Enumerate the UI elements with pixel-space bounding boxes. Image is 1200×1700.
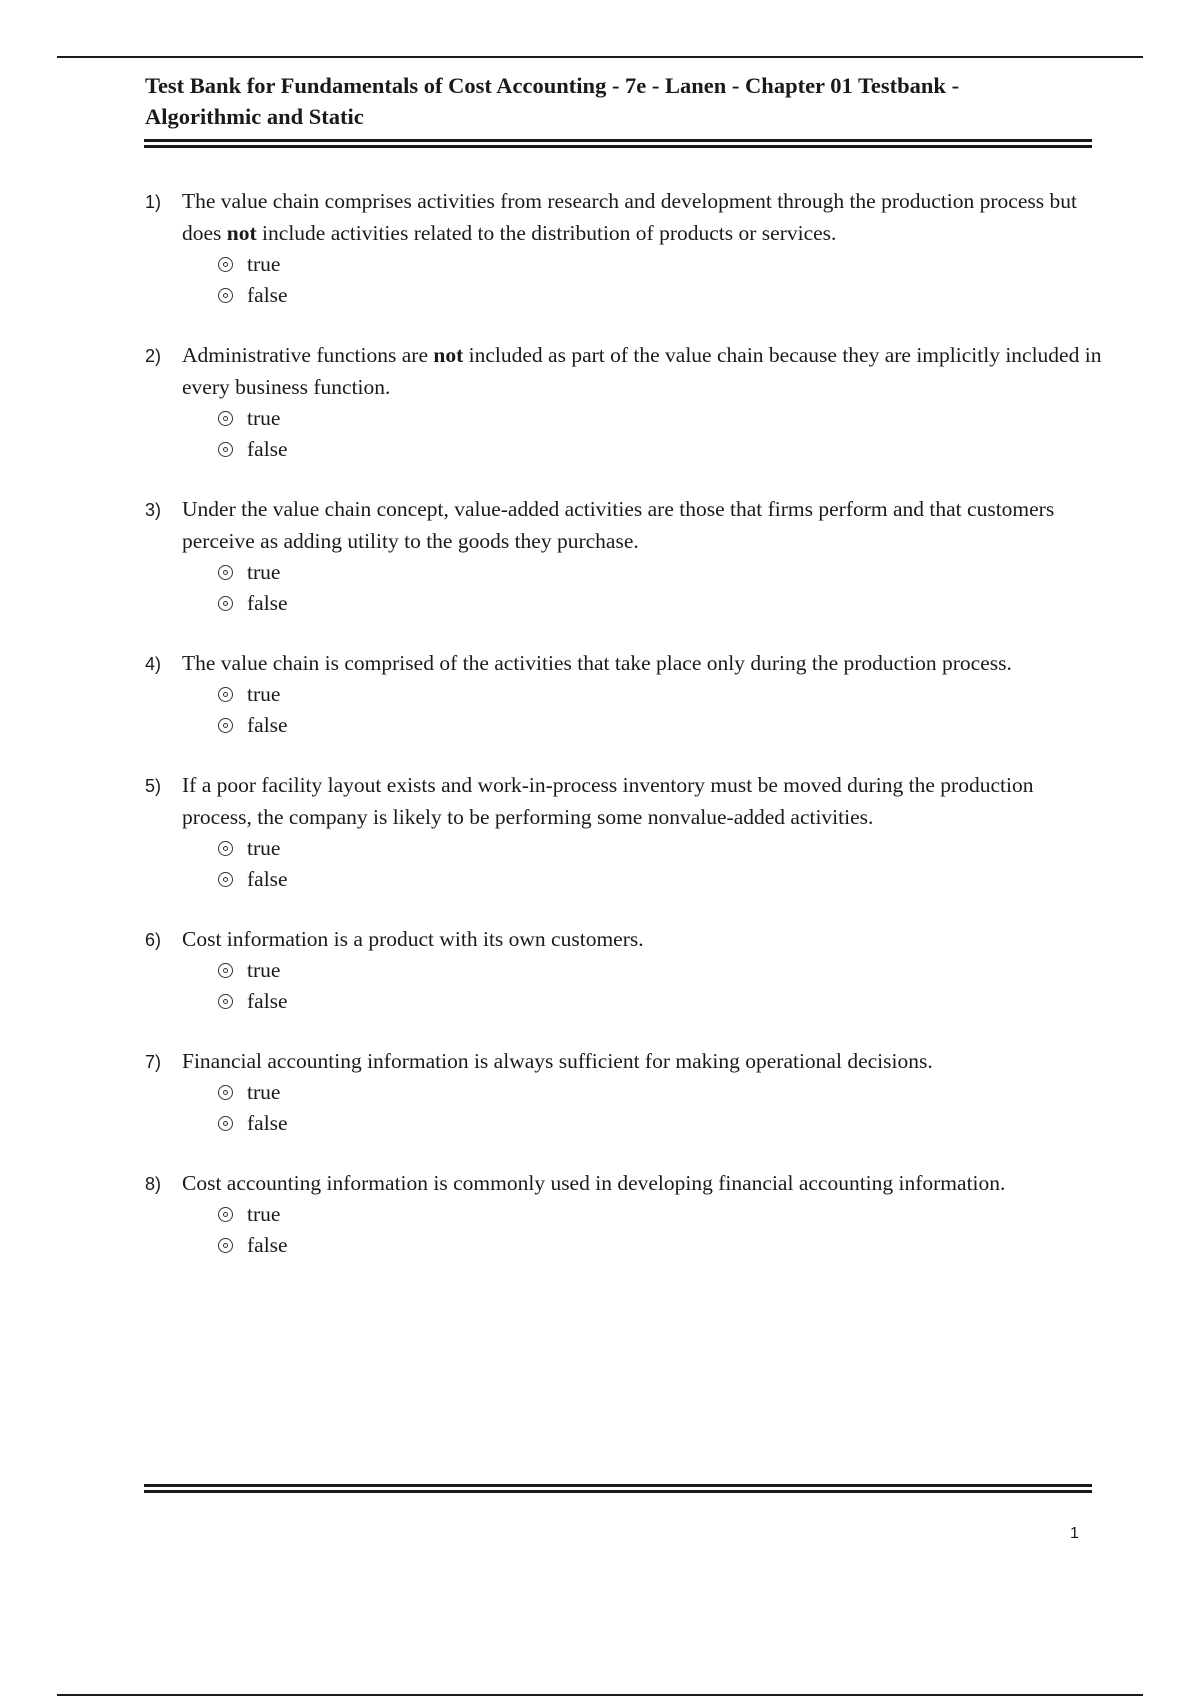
question-number: 5) [145, 776, 162, 796]
option-false[interactable] [218, 864, 1105, 895]
question-text: Cost accounting information is commonly used in developing financial accounting information. [182, 1171, 1006, 1195]
radio-icon[interactable] [218, 841, 233, 856]
option-label: false [247, 1111, 288, 1135]
question-text: If a poor facility layout exists and work-in-process inventory must be moved during the production process, the company is likely to be performing some nonvalue-added activities. [182, 773, 1034, 829]
answer-options [218, 679, 1105, 741]
option-label: false [247, 591, 288, 615]
answer-options [218, 1077, 1105, 1139]
question-number: 8) [145, 1174, 162, 1194]
question-number: 3) [145, 500, 162, 520]
answer-options [218, 833, 1105, 895]
question-3 [145, 493, 1105, 619]
question-2 [145, 339, 1105, 465]
question-text: Administrative functions are not included as part of the value chain because they are implicitly included in every business function. [182, 343, 1102, 399]
answer-options [218, 955, 1105, 1017]
option-label: false [247, 989, 288, 1013]
radio-icon[interactable] [218, 687, 233, 702]
answer-options [218, 249, 1105, 311]
option-label: true [247, 1202, 281, 1226]
question-text: Cost information is a product with its own customers. [182, 927, 644, 951]
question-text: Under the value chain concept, value-added activities are those that firms perform and that customers perceive as adding utility to the goods they purchase. [182, 497, 1055, 553]
page-top-rule [57, 56, 1143, 58]
radio-icon[interactable] [218, 411, 233, 426]
question-number: 7) [145, 1052, 162, 1072]
option-label: true [247, 406, 281, 430]
question-text: Financial accounting information is always sufficient for making operational decisions. [182, 1049, 933, 1073]
radio-icon[interactable] [218, 596, 233, 611]
option-label: false [247, 713, 288, 737]
option-label: false [247, 437, 288, 461]
radio-icon[interactable] [218, 1207, 233, 1222]
question-number: 2) [145, 346, 162, 366]
option-label: true [247, 1080, 281, 1104]
header-title-line-2: Algorithmic and Static [145, 104, 364, 129]
option-label: true [247, 252, 281, 276]
question-number: 1) [145, 192, 162, 212]
radio-icon[interactable] [218, 257, 233, 272]
option-true[interactable] [218, 557, 1105, 588]
header-title-line-1: Test Bank for Fundamentals of Cost Accounting - 7e - Lanen - Chapter 01 Testbank - [145, 73, 960, 98]
question-6 [145, 923, 1105, 1017]
option-false[interactable] [218, 588, 1105, 619]
option-label: false [247, 283, 288, 307]
question-4 [145, 647, 1105, 741]
radio-icon[interactable] [218, 872, 233, 887]
radio-icon[interactable] [218, 718, 233, 733]
option-label: true [247, 560, 281, 584]
option-label: false [247, 867, 288, 891]
question-8 [145, 1167, 1105, 1261]
radio-icon[interactable] [218, 565, 233, 580]
radio-icon[interactable] [218, 994, 233, 1009]
option-label: false [247, 1233, 288, 1257]
option-true[interactable] [218, 1077, 1105, 1108]
option-false[interactable] [218, 1230, 1105, 1261]
option-true[interactable] [218, 1199, 1105, 1230]
option-false[interactable] [218, 986, 1105, 1017]
page-number: 1 [1070, 1525, 1079, 1542]
answer-options [218, 557, 1105, 619]
radio-icon[interactable] [218, 1238, 233, 1253]
option-true[interactable] [218, 679, 1105, 710]
question-list [145, 185, 1105, 1289]
answer-options [218, 1199, 1105, 1261]
question-number: 6) [145, 930, 162, 950]
option-true[interactable] [218, 403, 1105, 434]
radio-icon[interactable] [218, 288, 233, 303]
question-7 [145, 1045, 1105, 1139]
question-number: 4) [145, 654, 162, 674]
footer-double-rule [144, 1484, 1092, 1493]
question-1 [145, 185, 1105, 311]
header-double-rule [144, 139, 1092, 148]
option-true[interactable] [218, 249, 1105, 280]
question-text: The value chain is comprised of the activities that take place only during the production process. [182, 651, 1012, 675]
option-true[interactable] [218, 955, 1105, 986]
option-false[interactable] [218, 280, 1105, 311]
page-header [145, 70, 1095, 132]
radio-icon[interactable] [218, 963, 233, 978]
radio-icon[interactable] [218, 1116, 233, 1131]
option-false[interactable] [218, 710, 1105, 741]
option-false[interactable] [218, 434, 1105, 465]
question-5 [145, 769, 1105, 895]
option-false[interactable] [218, 1108, 1105, 1139]
answer-options [218, 403, 1105, 465]
radio-icon[interactable] [218, 1085, 233, 1100]
option-label: true [247, 958, 281, 982]
option-label: true [247, 836, 281, 860]
radio-icon[interactable] [218, 442, 233, 457]
option-label: true [247, 682, 281, 706]
option-true[interactable] [218, 833, 1105, 864]
page-bottom-rule [57, 1694, 1143, 1696]
question-text: The value chain comprises activities from research and development through the production process but does not include activities related to the distribution of products or services. [182, 189, 1077, 245]
